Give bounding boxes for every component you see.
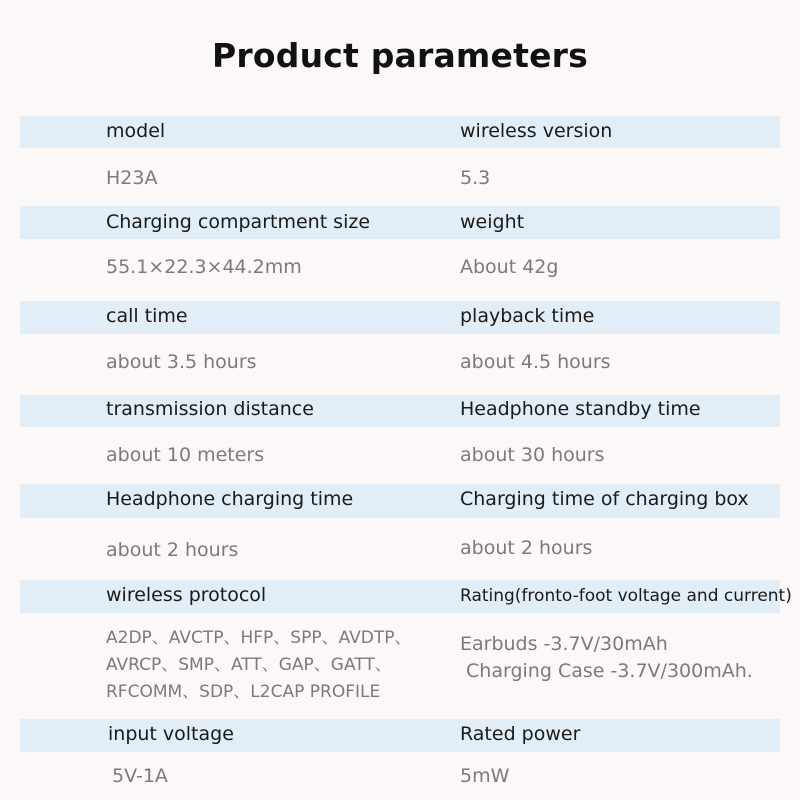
param-value: about 4.5 hours [460, 351, 611, 373]
param-value: about 2 hours [106, 539, 239, 561]
param-label: Charging time of charging box [460, 488, 749, 510]
param-label: wireless version [460, 120, 613, 142]
param-value: A2DP、AVCTP、HFP、SPP、AVDTP、 AVRCP、SMP、ATT、GAP、GATT、 RFCOMM、SDP、L2CAP PROFILE [106, 628, 412, 702]
param-label: Headphone standby time [460, 398, 701, 420]
param-label: weight [460, 211, 525, 233]
param-value: 5mW [460, 765, 510, 787]
param-value: about 30 hours [460, 444, 605, 466]
param-label: Headphone charging time [106, 488, 354, 510]
param-label: Rating(fronto-foot voltage and current) [460, 586, 792, 606]
param-value: Earbuds -3.7V/30mAh Charging Case -3.7V/300mAh. [460, 633, 753, 682]
param-value: 5V-1A [112, 765, 168, 787]
param-label: call time [106, 305, 188, 327]
page-title: Product parameters [212, 36, 588, 75]
param-value: about 2 hours [460, 537, 593, 559]
param-label: model [106, 120, 166, 142]
param-label: Rated power [460, 723, 581, 745]
param-value: About 42g [460, 256, 559, 278]
param-value: H23A [106, 167, 158, 189]
param-value: about 3.5 hours [106, 351, 257, 373]
param-value: 5.3 [460, 167, 491, 189]
param-label: wireless protocol [106, 584, 267, 606]
param-label: playback time [460, 305, 595, 327]
param-label: input voltage [108, 723, 234, 745]
param-label: transmission distance [106, 398, 314, 420]
param-value: about 10 meters [106, 444, 265, 466]
param-label: Charging compartment size [106, 211, 371, 233]
param-value: 55.1×22.3×44.2mm [106, 256, 302, 278]
